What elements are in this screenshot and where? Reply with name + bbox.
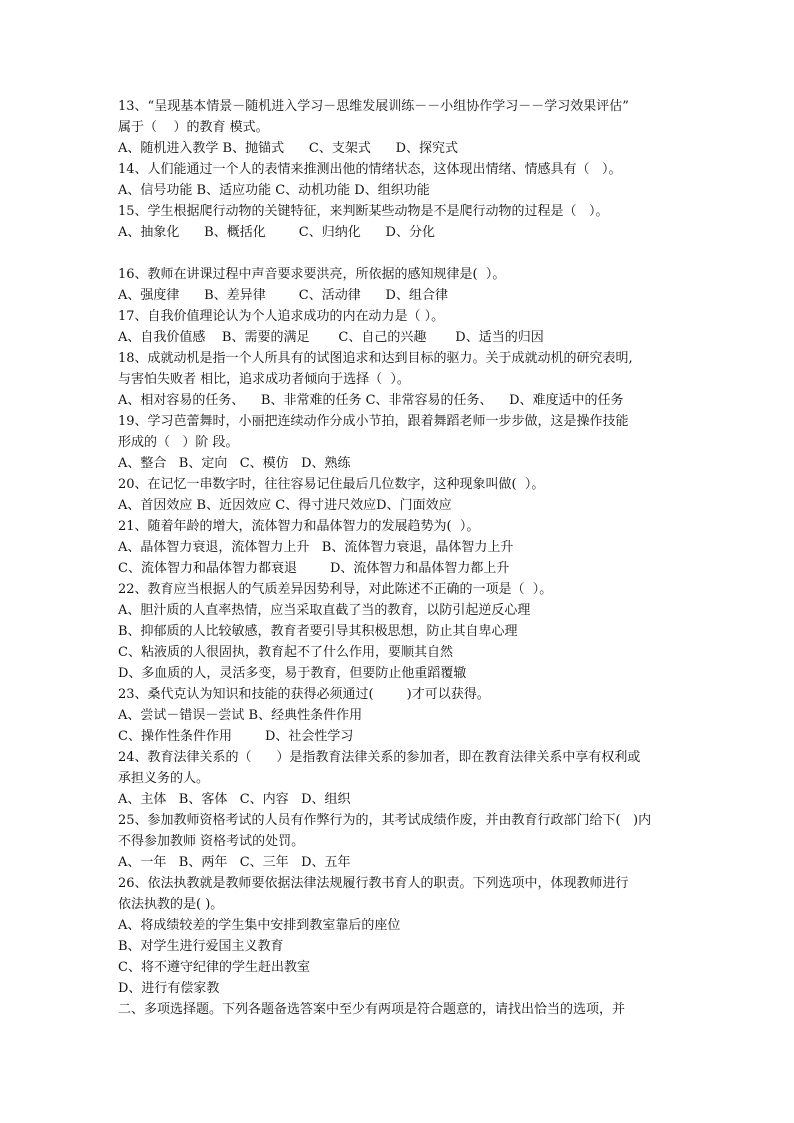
q25-stem-line-1: 25、参加教师资格考试的人员有作弊行为的，其考试成绩作废，并由教育行政部门给下( )内 (118, 813, 652, 828)
q26-option-b: B、对学生进行爱国主义教育 (118, 939, 284, 954)
q15-options: A、抽象化 B、概括化 C、归纳化 D、分化 (118, 225, 435, 240)
q20-stem: 20、在记忆一串数字时，往往容易记住最后几位数字，这种现象叫做( ）。 (118, 477, 545, 492)
q24-options: A、主体 B、客体 C、内容 D、组织 (118, 792, 351, 807)
q19-stem-line-1: 19、学习芭蕾舞时，小丽把连续动作分成小节拍，跟着舞蹈老师一步步做，这是操作技能 (118, 414, 629, 429)
q26-option-d: D、进行有偿家教 (118, 981, 220, 996)
q14-stem: 14、人们能通过一个人的表情来推测出他的情绪状态，这体现出情绪、情感具有（ ）。 (118, 162, 622, 177)
q26-option-c: C、将不遵守纪律的学生赶出教室 (118, 960, 310, 975)
section-heading-multiple-choice: 二、多项选择题。下列各题备选答案中至少有两项是符合题意的，请找出恰当的选项，并 (118, 1002, 626, 1017)
q18-stem-line-2: 与害怕失败者 相比，追求成功者倾向于选择（ ）。 (118, 372, 410, 387)
q23-options-line-1: A、尝试－错误－尝试 B、经典性条件作用 (118, 708, 363, 723)
q17-options: A、自我价值感 B、需要的满足 C、自己的兴趣 D、适当的归因 (118, 330, 544, 345)
q22-option-d: D、多血质的人，灵活多变，易于教育，但要防止他重蹈覆辙 (118, 666, 467, 681)
q24-stem-line-2: 承担义务的人。 (118, 771, 210, 786)
q13-options: A、随机进入教学 B、抛锚式 C、支架式 D、探究式 (118, 141, 459, 156)
q22-option-c: C、粘液质的人很固执，教育起不了什么作用，要顺其自然 (118, 645, 453, 660)
q22-option-a: A、胆汁质的人直率热情，应当采取直截了当的教育，以防引起逆反心理 (118, 603, 531, 618)
q24-stem-line-1: 24、教育法律关系的（ ）是指教育法律关系的参加者，即在教育法律关系中享有权利或 (118, 750, 641, 765)
q22-option-b: B、抑郁质的人比较敏感，教育者要引导其积极思想，防止其自卑心理 (118, 624, 518, 639)
q26-stem-line-1: 26、依法执教就是教师要依据法律法规履行教书育人的职责。下列选项中，体现教师进行 (118, 876, 629, 891)
q16-options: A、强度律 B、差异律 C、活动律 D、组合律 (118, 288, 448, 303)
q19-stem-line-2: 形成的（ ）阶 段。 (118, 435, 239, 450)
q25-stem-line-2: 不得参加教师 资格考试的处罚。 (118, 834, 305, 849)
question-list (118, 96, 698, 1020)
q16-stem: 16、教师在讲课过程中声音要求要洪亮，所依据的感知规律是( ）。 (118, 267, 506, 282)
q26-stem-line-2: 依法执教的是( )。 (118, 897, 224, 912)
q25-options: A、一年 B、两年 C、三年 D、五年 (118, 855, 351, 870)
q21-options-line-1: A、晶体智力衰退，流体智力上升 B、流体智力衰退，晶体智力上升 (118, 540, 514, 555)
q21-stem: 21、随着年龄的增大，流体智力和晶体智力的发展趋势为( ）。 (118, 519, 480, 534)
q19-options: A、整合 B、定向 C、模仿 D、熟练 (118, 456, 351, 471)
q14-options: A、信号功能 B、适应功能 C、动机功能 D、组织功能 (118, 183, 430, 198)
q15-stem: 15、学生根据爬行动物的关键特征，来判断某些动物是不是爬行动物的过程是（ ）。 (118, 204, 609, 219)
q13-stem-line-2: 属于（ ）的教育 模式。 (118, 120, 269, 135)
blank-line (118, 243, 698, 264)
q23-options-line-2: C、操作性条件作用 D、社会性学习 (118, 729, 354, 744)
q26-option-a: A、将成绩较差的学生集中安排到教室靠后的座位 (118, 918, 401, 933)
q21-options-line-2: C、流体智力和晶体智力都衰退 D、流体智力和晶体智力都上升 (118, 561, 510, 576)
q17-stem: 17、自我价值理论认为个人追求成功的内在动力是（ ）。 (118, 309, 445, 324)
q23-stem: 23、桑代克认为知识和技能的获得必须通过( )才可以获得。 (118, 687, 490, 702)
q18-stem-line-1: 18、成就动机是指一个人所具有的试图追求和达到目标的驱力。关于成就动机的研究表明, (118, 351, 633, 366)
q13-stem-line-1: 13、“呈现基本情景－随机进入学习－思维发展训练－－小组协作学习－－学习效果评估” (118, 99, 629, 114)
q20-options: A、首因效应 B、近因效应 C、得寸进尺效应D、门面效应 (118, 498, 452, 513)
q18-options: A、相对容易的任务、 B、非常难的任务 C、非常容易的任务、 D、难度适中的任务 (118, 393, 624, 408)
q22-stem: 22、教育应当根据人的气质差异因势利导，对此陈述不正确的一项是（ ）。 (118, 582, 553, 597)
